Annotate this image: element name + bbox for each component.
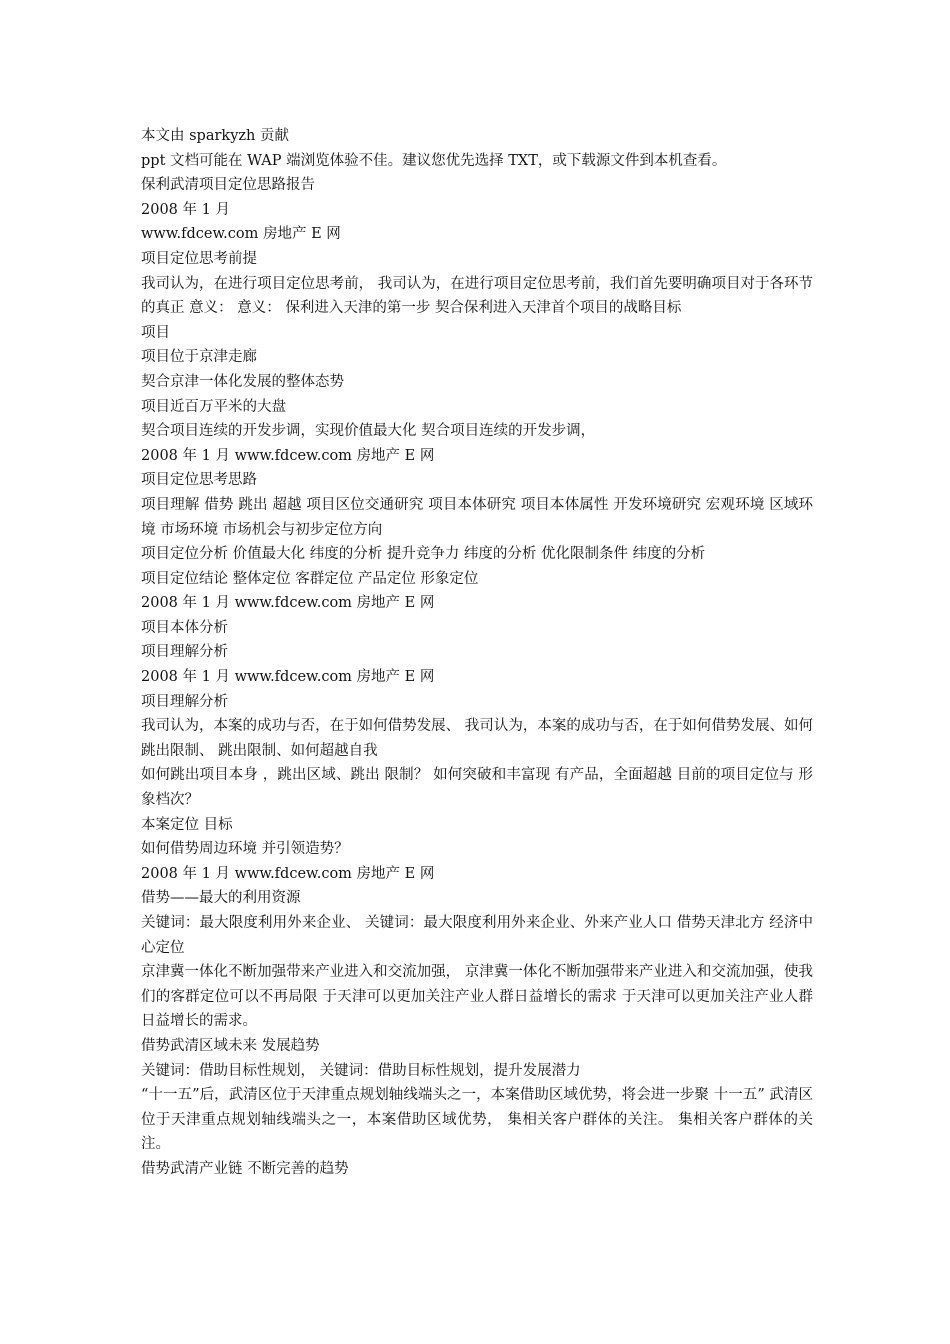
paragraph: 如何跳出项目本身 ，跳出区域、跳出 限制？ 如何突破和丰富现 有产品，全面超越 目前的项目定位与 形象档次？ — [141, 767, 813, 809]
text-line: 本案定位 目标 — [141, 816, 233, 833]
section-heading: 借势——最大的利用资源 — [141, 890, 301, 907]
text-line: 项目定位结论 整体定位 客群定位 产品定位 形象定位 — [141, 570, 479, 587]
text-line: 契合项目连续的开发步调，实现价值最大化 契合项目连续的开发步调， — [141, 423, 596, 440]
footer-line: 2008 年 1 月 www.fdcew.com 房地产 E 网 — [141, 447, 435, 464]
text-line: 项目 — [141, 324, 170, 341]
website-line: www.fdcew.com 房地产 E 网 — [141, 226, 341, 243]
text-line: 关键词：借助目标性规划， 关键词：借助目标性规划，提升发展潜力 — [141, 1062, 581, 1079]
document-title: 保利武清项目定位思路报告 — [141, 177, 315, 194]
text-line: 项目近百万平米的大盘 — [141, 398, 286, 415]
document-body — [141, 124, 813, 1182]
section-heading: 项目定位思考思路 — [141, 472, 257, 489]
footer-line: 2008 年 1 月 www.fdcew.com 房地产 E 网 — [141, 669, 435, 686]
section-heading: 项目理解分析 — [141, 693, 228, 710]
paragraph: 我司认为，本案的成功与否，在于如何借势发展、 我司认为，本案的成功与否，在于如何借势发展、如何 跳出限制、 跳出限制、如何超越自我 — [141, 718, 813, 759]
text-line: 如何借势周边环境 并引领造势？ — [141, 841, 349, 858]
section-heading: 项目理解分析 — [141, 644, 228, 661]
section-heading: 借势武清产业链 不断完善的趋势 — [141, 1160, 349, 1177]
section-heading: 项目本体分析 — [141, 619, 228, 636]
paragraph: 项目理解 借势 跳出 超越 项目区位交通研究 项目本体研究 项目本体属性 开发环境研究 宏观环境 区域环境 市场环境 市场机会与初步定位方向 — [141, 496, 813, 538]
paragraph: 关键词：最大限度利用外来企业、 关键词：最大限度利用外来企业、外来产业人口 借势天津北方 经济中心定位 — [141, 915, 813, 956]
footer-line: 2008 年 1 月 www.fdcew.com 房地产 E 网 — [141, 595, 435, 612]
ppt-notice-line: ppt 文档可能在 WAP 端浏览体验不佳。建议您优先选择 TXT，或下载源文件到本机查看。 — [141, 152, 727, 169]
text-line: 契合京津一体化发展的整体态势 — [141, 373, 344, 390]
contributor-line: 本文由 sparkyzh 贡献 — [141, 128, 289, 144]
paragraph: 我司认为，在进行项目定位思考前， 我司认为，在进行项目定位思考前，我们首先要明确项目对于各环节的真正 意义： 意义： 保利进入天津的第一步 契合保利进入天津首个项目的战略目标 — [141, 275, 813, 317]
date-line: 2008 年 1 月 — [141, 201, 230, 218]
footer-line: 2008 年 1 月 www.fdcew.com 房地产 E 网 — [141, 865, 435, 882]
section-heading: 借势武清区域未来 发展趋势 — [141, 1037, 320, 1054]
text-line: 项目位于京津走廊 — [141, 349, 257, 366]
section-heading: 项目定位思考前提 — [141, 250, 257, 267]
paragraph: “十一五”后，武清区位于天津重点规划轴线端头之一，本案借助区域优势，将会进一步聚 十一五” 武清区位于天津重点规划轴线端头之一，本案借助区域优势， 集相关客户群体的关注。 集相关客户群体的关注。 — [141, 1087, 813, 1153]
text-line: 项目定位分析 价值最大化 纬度的分析 提升竞争力 纬度的分析 优化限制条件 纬度的分析 — [141, 546, 706, 563]
paragraph: 京津冀一体化不断加强带来产业进入和交流加强， 京津冀一体化不断加强带来产业进入和交流加强，使我们的客群定位可以不再局限 于天津可以更加关注产业人群日益增长的需求 于天津可以更加关注产业人群日益增长的需求。 — [141, 964, 813, 1030]
